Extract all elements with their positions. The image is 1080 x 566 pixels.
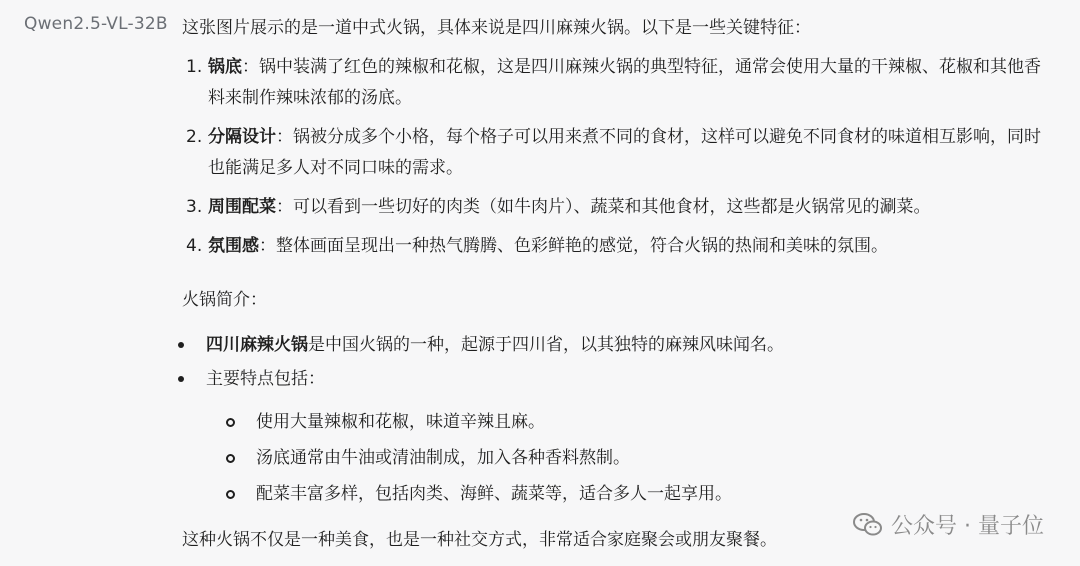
feature-number: 4. <box>186 236 203 256</box>
closing-paragraph: 这种火锅不仅是一种美食，也是一种社交方式，非常适合家庭聚会或朋友聚餐。 <box>182 530 777 550</box>
sub-bullet-item <box>206 440 1052 476</box>
watermark <box>853 509 1044 540</box>
bullet-list <box>182 328 1052 512</box>
sub-bullet-list <box>206 404 1052 512</box>
bullet-text: 主要特点包括： <box>206 369 325 389</box>
feature-number: 1. <box>186 57 203 77</box>
bullet-dot <box>178 376 184 382</box>
sub-bullet-item <box>206 404 1052 440</box>
sub-bullet-text: 汤底通常由牛油或清油制成，加入各种香料熬制。 <box>256 448 630 468</box>
feature-item <box>182 192 1052 223</box>
feature-item <box>182 52 1052 114</box>
feature-item <box>182 122 1052 184</box>
bullet-item <box>182 328 1052 362</box>
bullet-text: 是中国火锅的一种，起源于四川省，以其独特的麻辣风味闻名。 <box>308 335 784 355</box>
sub-bullet-ring <box>226 454 235 463</box>
feature-text: ：锅被分成多个小格，每个格子可以用来煮不同的食材，这样可以避免不同食材的味道相互影响，同时也能满足多人对不同口味的需求。 <box>208 127 1041 178</box>
feature-number: 2. <box>186 127 203 147</box>
model-label: Qwen2.5-VL-32B <box>24 14 168 34</box>
watermark-text: 公众号 · 量子位 <box>891 514 1044 539</box>
feature-number: 3. <box>186 197 203 217</box>
feature-list <box>182 52 1052 262</box>
feature-text: ：锅中装满了红色的辣椒和花椒，这是四川麻辣火锅的典型特征，通常会使用大量的干辣椒、花椒和其他香料来制作辣味浓郁的汤底。 <box>208 57 1041 108</box>
feature-text: ：可以看到一些切好的肉类（如牛肉片）、蔬菜和其他食材，这些都是火锅常见的涮菜。 <box>276 197 931 217</box>
sub-bullet-text: 使用大量辣椒和花椒，味道辛辣且麻。 <box>256 412 545 432</box>
sub-bullet-ring <box>226 418 235 427</box>
feature-title: 锅底 <box>208 57 242 77</box>
sub-bullet-ring <box>226 490 235 499</box>
feature-item <box>182 231 1052 262</box>
section-title: 火锅简介： <box>182 290 267 310</box>
bullet-dot <box>178 342 184 348</box>
bullet-bold: 四川麻辣火锅 <box>206 335 308 355</box>
sub-bullet-item <box>206 476 1052 512</box>
feature-title: 周围配菜 <box>208 197 276 217</box>
sub-bullet-text: 配菜丰富多样，包括肉类、海鲜、蔬菜等，适合多人一起享用。 <box>256 484 732 504</box>
wechat-icon <box>853 512 883 538</box>
feature-title: 分隔设计 <box>208 127 276 147</box>
bullet-item <box>182 362 1052 512</box>
intro-paragraph: 这张图片展示的是一道中式火锅，具体来说是四川麻辣火锅。以下是一些关键特征： <box>182 18 811 38</box>
response-content <box>182 14 1052 554</box>
feature-title: 氛围感 <box>208 236 259 256</box>
feature-text: ：整体画面呈现出一种热气腾腾、色彩鲜艳的感觉，符合火锅的热闹和美味的氛围。 <box>259 236 888 256</box>
